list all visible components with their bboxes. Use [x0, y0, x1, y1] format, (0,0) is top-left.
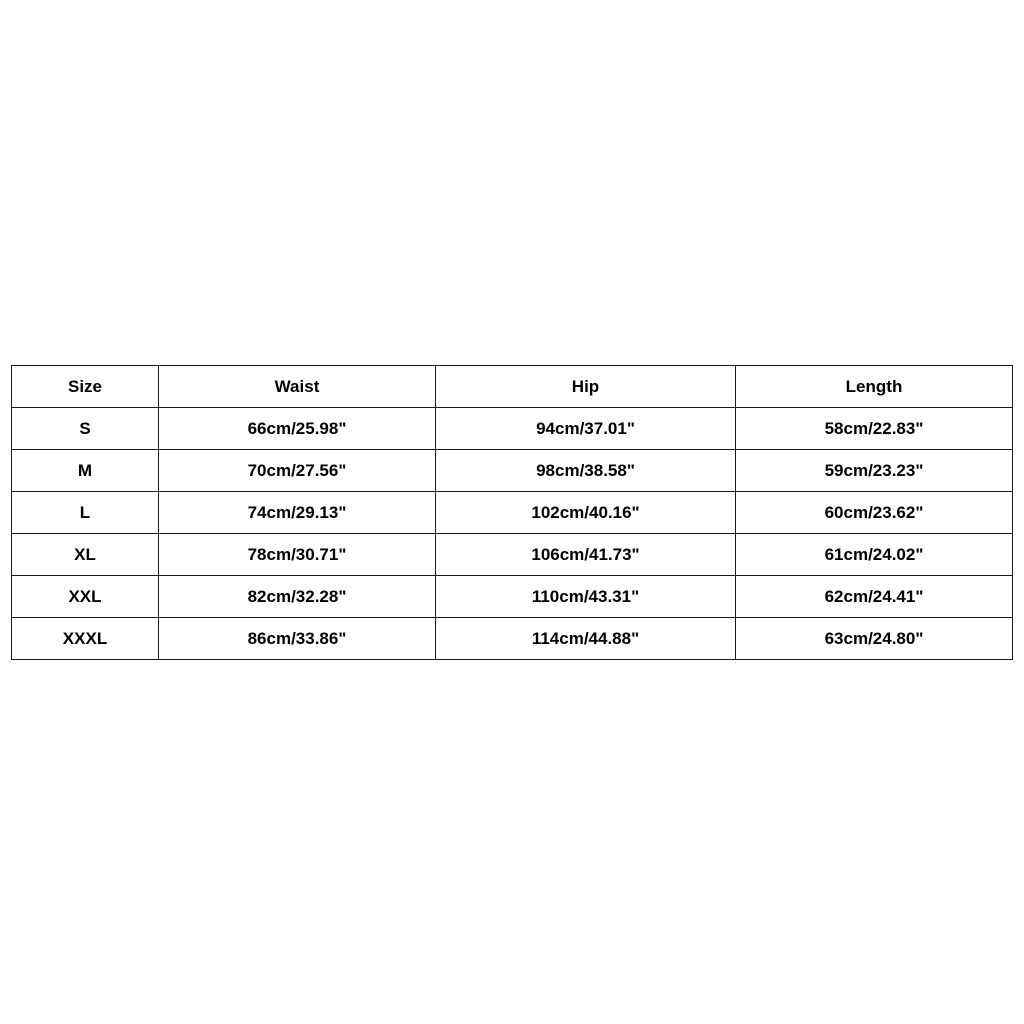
cell-waist: 82cm/32.28": [159, 576, 436, 618]
table-row: [12, 534, 1013, 576]
table-row: [12, 618, 1013, 660]
cell-hip: 98cm/38.58": [436, 450, 736, 492]
cell-waist: 74cm/29.13": [159, 492, 436, 534]
cell-waist: 78cm/30.71": [159, 534, 436, 576]
header-size: Size: [12, 366, 159, 408]
cell-size: XXXL: [12, 618, 159, 660]
cell-hip: 110cm/43.31": [436, 576, 736, 618]
size-chart-table: [11, 365, 1013, 660]
table-row: [12, 450, 1013, 492]
cell-length: 58cm/22.83": [736, 408, 1013, 450]
header-hip: Hip: [436, 366, 736, 408]
cell-size: S: [12, 408, 159, 450]
cell-hip: 114cm/44.88": [436, 618, 736, 660]
cell-length: 59cm/23.23": [736, 450, 1013, 492]
cell-hip: 106cm/41.73": [436, 534, 736, 576]
table-row: [12, 576, 1013, 618]
cell-length: 61cm/24.02": [736, 534, 1013, 576]
cell-waist: 70cm/27.56": [159, 450, 436, 492]
header-row: [12, 366, 1013, 408]
table-row: [12, 408, 1013, 450]
cell-size: M: [12, 450, 159, 492]
cell-length: 63cm/24.80": [736, 618, 1013, 660]
cell-length: 62cm/24.41": [736, 576, 1013, 618]
header-waist: Waist: [159, 366, 436, 408]
cell-length: 60cm/23.62": [736, 492, 1013, 534]
cell-size: XXL: [12, 576, 159, 618]
cell-waist: 66cm/25.98": [159, 408, 436, 450]
cell-size: L: [12, 492, 159, 534]
cell-hip: 102cm/40.16": [436, 492, 736, 534]
cell-hip: 94cm/37.01": [436, 408, 736, 450]
header-length: Length: [736, 366, 1013, 408]
cell-size: XL: [12, 534, 159, 576]
table-row: [12, 492, 1013, 534]
cell-waist: 86cm/33.86": [159, 618, 436, 660]
